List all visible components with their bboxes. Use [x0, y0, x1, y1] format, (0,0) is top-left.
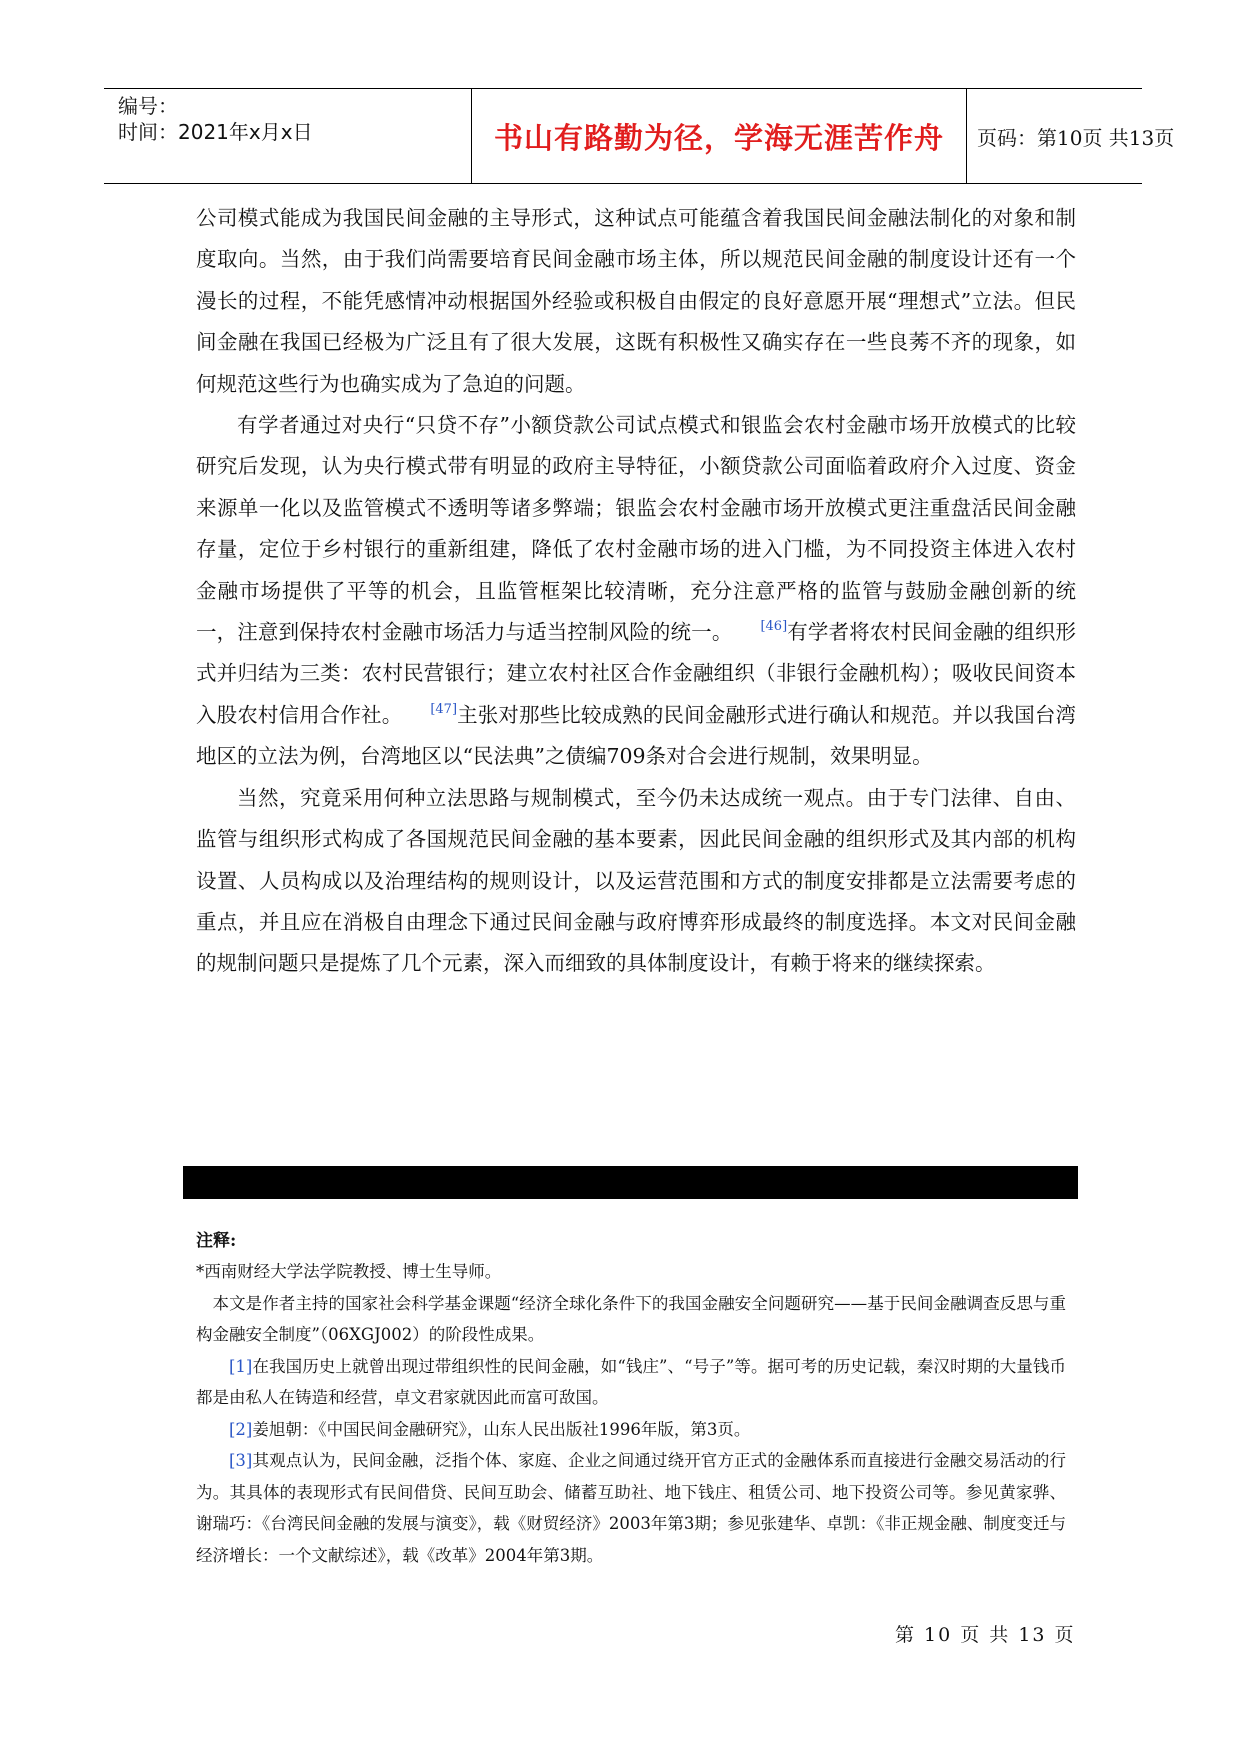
notes-section	[196, 1226, 1066, 1571]
note-item-3	[196, 1445, 1066, 1571]
header-page-info: 页码：第10页 共13页	[977, 125, 1175, 150]
note-ref-3[interactable]: [3]	[229, 1451, 253, 1470]
header-left-cell	[118, 89, 470, 183]
note-text-2: 姜旭朝：《中国民间金融研究》，山东人民出版社1996年版，第3页。	[252, 1419, 751, 1439]
footnote-ref-47[interactable]: [47]	[430, 701, 458, 717]
note-item-1	[196, 1351, 1066, 1414]
author-note: *西南财经大学法学院教授、博士生导师。	[196, 1262, 502, 1281]
page-header	[104, 88, 1175, 184]
note-item-2	[196, 1414, 1066, 1446]
document-number-label: 编号：	[118, 94, 178, 118]
fund-note: 本文是作者主持的国家社会科学基金课题“经济全球化条件下的我国金融安全问题研究——基于民间金融调查反思与重构金融安全制度”（06XGJ002）的阶段性成果。	[196, 1293, 1066, 1344]
document-time-label: 时间：2021年x月x日	[118, 120, 313, 144]
header-right-cell	[967, 89, 1175, 183]
note-ref-1[interactable]: [1]	[229, 1356, 253, 1376]
body-paragraph-3: 当然，究竟采用何种立法思路与规制模式，至今仍未达成统一观点。由于专门法律、自由、监管与组织形式构成了各国规范民间金融的基本要素，因此民间金融的组织形式及其内部的机构设置、人员构成以及治理结构的规则设计，以及运营范围和方式的制度安排都是立法需要考虑的重点，并且应在消极自由理念下通过民间金融与政府博弈形成最终的制度选择。本文对民间金融的规制问题只是提炼了几个元素，深入而细致的具体制度设计，有赖于将来的继续探索。	[196, 785, 1076, 976]
body-text	[196, 198, 1076, 985]
note-text-3: 其观点认为，民间金融，泛指个体、家庭、企业之间通过绕开官方正式的金融体系而直接进行金融交易活动的行为。其具体的表现形式有民间借贷、民间互助会、储蓄互助社、地下钱庄、租赁公司、地下投资公司等。参见黄家骅、谢瑞巧：《台湾民间金融的发展与演变》，载《财贸经济》2003年第3期；参见张建华、卓凯：《非正规金融、制度变迁与经济增长：一个文献综述》，载《改革》2004年第3期。	[196, 1451, 1066, 1565]
note-text-1: 在我国历史上就曾出现过带组织性的民间金融，如“钱庄”、“号子”等。据可考的历史记载，秦汉时期的大量钱币都是由私人在铸造和经营，卓文君家就因此而富可敌国。	[196, 1356, 1066, 1407]
footnote-ref-46[interactable]: [46]	[760, 619, 788, 635]
notes-title: 注释:	[196, 1231, 237, 1251]
body-paragraph-2	[196, 405, 1076, 778]
header-motto-cell	[471, 89, 967, 183]
paragraph-2-part-c: 主张对那些比较成熟的民间金融形式进行确认和规范。并以我国台湾地区的立法为例，台湾地区以“民法典”之债编709条对合会进行规制，效果明显。	[196, 702, 1076, 769]
paragraph-2-part-b: 有学者将农村民间金融的组织形式并归结为三类：农村民营银行；建立农村社区合作金融组织（非银行金融机构）；吸收民间资本入股农村信用合作社。	[196, 620, 1076, 727]
redaction-bar	[183, 1166, 1078, 1199]
body-paragraph-1: 公司模式能成为我国民间金融的主导形式，这种试点可能蕴含着我国民间金融法制化的对象和制度取向。当然，由于我们尚需要培育民间金融市场主体，所以规范民间金融的制度设计还有一个漫长的过程，不能凭感情冲动根据国外经验或积极自由假定的良好意愿开展“理想式”立法。但民间金融在我国已经极为广泛且有了很大发展，这既有积极性又确实存在一些良莠不齐的现象，如何规范这些行为也确实成为了急迫的问题。	[196, 206, 1076, 396]
note-ref-2[interactable]: [2]	[229, 1419, 253, 1439]
paragraph-2-part-a: 有学者通过对央行“只贷不存”小额贷款公司试点模式和银监会农村金融市场开放模式的比较研究后发现，认为央行模式带有明显的政府主导特征，小额贷款公司面临着政府介入过度、资金来源单一化以及监管模式不透明等诸多弊端；银监会农村金融市场开放模式更注重盘活民间金融存量，定位于乡村银行的重新组建，降低了农村金融市场的进入门槛，为不同投资主体进入农村金融市场提供了平等的机会，且监管框架比较清晰，充分注意严格的监管与鼓励金融创新的统一，注意到保持农村金融市场活力与适当控制风险的统一。	[196, 413, 1076, 645]
header-motto: 书山有路勤为径，学海无涯苦作舟	[493, 120, 944, 155]
page-footer: 第 10 页 共 13 页	[895, 1624, 1076, 1646]
